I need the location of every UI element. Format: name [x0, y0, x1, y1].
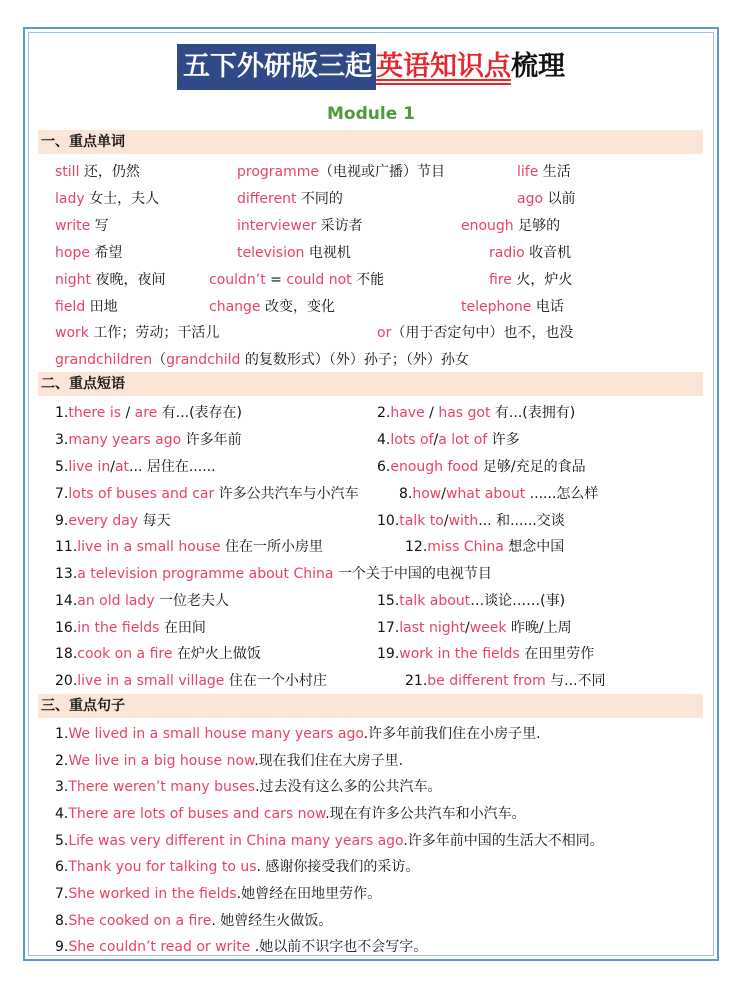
phrase-item: 11.live in a small house 住在一所小房里: [55, 539, 324, 555]
phrase-item: 15.talk about…谈论……(事): [377, 593, 566, 609]
word-item: life 生活: [517, 164, 571, 180]
title-block: [0, 44, 742, 90]
sentence-item: 6.Thank you for talking to us. 感谢你接受我们的采访。: [55, 859, 420, 875]
word-item: write 写: [55, 218, 109, 234]
module-subtitle: Module 1: [327, 104, 415, 124]
word-item: programme（电视或广播）节目: [237, 164, 446, 180]
phrase-item: 6.enough food 足够/充足的食品: [377, 459, 586, 475]
phrase-item: 17.last night/week 昨晚/上周: [377, 620, 572, 636]
phrase-item: 2.have / has got 有...(表拥有): [377, 405, 576, 421]
phrase-item: 1.there is / are 有...(表存在): [55, 405, 243, 421]
title-part-black: 梳理: [511, 51, 565, 82]
word-item: field 田地: [55, 299, 118, 315]
word-item: lady 女士，夫人: [55, 191, 160, 207]
phrase-item: 19.work in the fields 在田里劳作: [377, 646, 595, 662]
title-part-red: 英语知识点: [376, 51, 511, 82]
title-part-highlighted: 五下外研版三起: [177, 44, 376, 90]
word-item: enough 足够的: [461, 218, 561, 234]
phrase-item: 21.be different from 与...不同: [405, 673, 606, 689]
word-item: change 改变，变化: [209, 299, 335, 315]
sentence-item: 1.We lived in a small house many years ago.许多年前我们住在小房子里.: [55, 726, 541, 742]
word-item: hope 希望: [55, 245, 123, 261]
word-item: ago 以前: [517, 191, 576, 207]
section-header-words: 一、重点单词: [38, 130, 703, 154]
sentence-item: 2.We live in a big house now.现在我们住在大房子里.: [55, 753, 404, 769]
word-item: couldn’t = could not 不能: [209, 272, 385, 288]
phrase-item: 7.lots of buses and car 许多公共汽车与小汽车: [55, 486, 359, 502]
word-item: telephone 电话: [461, 299, 564, 315]
phrase-item: 14.an old lady 一位老夫人: [55, 593, 230, 609]
phrase-item: 12.miss China 想念中国: [405, 539, 565, 555]
phrase-item: 3.many years ago 许多年前: [55, 432, 242, 448]
section-header-phrases: 二、重点短语: [38, 372, 703, 396]
section-header-sentences: 三、重点句子: [38, 694, 703, 718]
word-item: or（用于否定句中）也不，也没: [377, 325, 574, 341]
phrase-item: 18.cook on a fire 在炉火上做饭: [55, 646, 261, 662]
sentence-item: 5.Life was very different in China many years ago.许多年前中国的生活大不相同。: [55, 833, 604, 849]
phrase-item: 8.how/what about ......怎么样: [399, 486, 599, 502]
word-item: different 不同的: [237, 191, 343, 207]
phrase-item: 13.a television programme about China 一个关于中国的电视节目: [55, 566, 492, 582]
phrase-item: 4.lots of/a lot of 许多: [377, 432, 520, 448]
phrase-item: 5.live in/at... 居住在......: [55, 459, 216, 475]
word-item: interviewer 采访者: [237, 218, 363, 234]
word-item: work 工作；劳动；干活儿: [55, 325, 220, 341]
page-title: [177, 44, 565, 90]
word-item: still 还，仍然: [55, 164, 140, 180]
phrase-item: 10.talk to/with... 和......交谈: [377, 513, 565, 529]
phrase-item: 16.in the fields 在田间: [55, 620, 206, 636]
sentence-item: 7.She worked in the fields.她曾经在田地里劳作。: [55, 886, 382, 902]
word-item: grandchildren（grandchild 的复数形式）（外）孙子；（外）孙女: [55, 352, 469, 368]
sentence-item: 9.She couldn’t read or write .她以前不识字也不会写字。: [55, 939, 428, 955]
phrase-item: 9.every day 每天: [55, 513, 171, 529]
sentence-item: 4.There are lots of buses and cars now.现在有许多公共汽车和小汽车。: [55, 806, 526, 822]
word-item: fire 火，炉火: [489, 272, 573, 288]
word-item: radio 收音机: [489, 245, 572, 261]
sentence-item: 3.There weren’t many buses.过去没有这么多的公共汽车。: [55, 779, 442, 795]
phrase-item: 20.live in a small village 住在一个小村庄: [55, 673, 327, 689]
sentence-item: 8.She cooked on a fire. 她曾经生火做饭。: [55, 913, 333, 929]
word-item: night 夜晚，夜间: [55, 272, 166, 288]
word-item: television 电视机: [237, 245, 351, 261]
